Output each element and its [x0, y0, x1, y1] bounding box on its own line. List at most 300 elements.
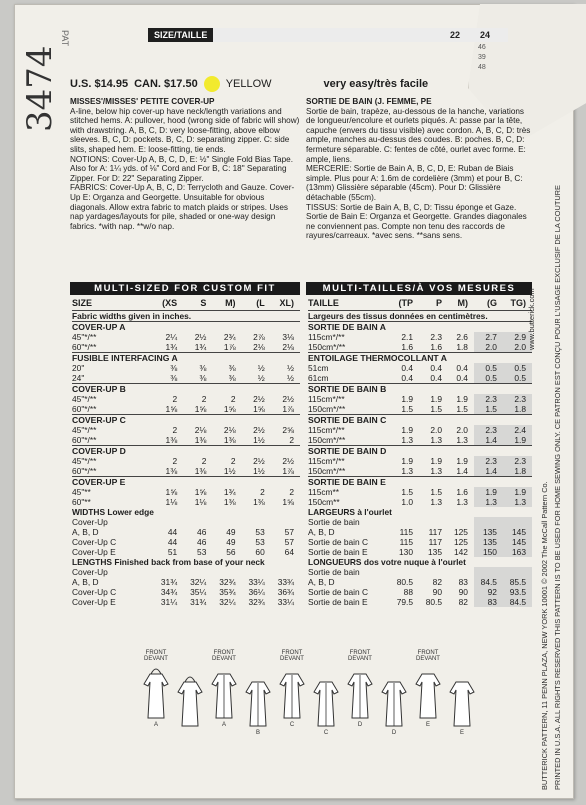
table-row: [308, 487, 532, 497]
chart-value-cell: 1.5: [401, 403, 413, 414]
chart-section-title: COVER-UP D: [72, 445, 300, 456]
chart-value-cell: 0.4: [430, 362, 442, 373]
chart-value-cell: 1⅝: [223, 403, 236, 414]
chart-value-cell: 1.5: [456, 403, 468, 414]
chart-value-cell: 1.9: [474, 487, 503, 497]
table-row: [308, 404, 532, 415]
chart-value-cell: 56: [226, 546, 236, 557]
table-row: [308, 321, 532, 332]
chart-value-cell: 1⅜: [223, 434, 236, 445]
table-row: [72, 487, 300, 497]
chart-value-cell: ⅜: [170, 362, 178, 373]
chart-row-label: A, B, D: [308, 576, 335, 587]
french-description-block: [306, 97, 532, 241]
chart-subsection-title: LONGUEURS dos votre nuque à l'ourlet: [308, 556, 466, 567]
chart-value-cell: 163: [503, 547, 532, 557]
chart-value-cell: 1.5: [430, 486, 442, 497]
english-title: MISSES'/MISSES' PETITE COVER-UP: [70, 97, 215, 106]
chart-value-cell: 83: [474, 597, 503, 607]
chart-value-cell: 2: [289, 434, 294, 445]
chart-value-cell: 130: [399, 546, 413, 557]
chart-value-cell: [242, 567, 271, 577]
chart-value-cell: ½: [287, 362, 294, 373]
chart-value-cell: 1.3: [401, 465, 413, 476]
view-letter: E: [459, 730, 464, 736]
view-drawing: [174, 670, 206, 730]
pat-label: PAT: [60, 30, 70, 47]
difficulty-label: very easy/très facile: [323, 78, 429, 90]
garment-sketch-icon: [242, 672, 274, 730]
chart-value-cell: 1.9: [401, 455, 413, 466]
chart-value-cell: [271, 567, 300, 577]
view-label: FRONT DEVANT: [280, 650, 304, 662]
chart-value-cell: 2⅛: [253, 341, 265, 352]
size-label: SIZE/TAILLE: [148, 28, 213, 42]
chart-value-cell: 115: [399, 536, 413, 547]
table-row: [308, 587, 532, 597]
chart-value-cell: [419, 567, 448, 577]
chart-value-cell: 1.9: [430, 393, 442, 404]
chart-value-cell: ½: [287, 372, 294, 383]
chart-value-cell: 53: [255, 536, 265, 547]
chart-value-cell: 1.9: [503, 487, 532, 497]
chart-value-cell: 1⅞: [282, 465, 294, 476]
chart-value-cell: ⅜: [199, 372, 207, 383]
chart-row-label: Sortie de bain E: [308, 596, 368, 607]
chart-value-cell: 2⅞: [253, 331, 265, 342]
chart-row-label: A, B, D: [72, 526, 99, 537]
chart-value-cell: 1⅝: [282, 496, 294, 507]
chart-value-cell: 1.6: [430, 341, 442, 352]
chart-value-cell: 2.6: [456, 331, 468, 342]
table-row: [72, 435, 300, 446]
chart-value-cell: 32¾: [248, 596, 265, 607]
price-line: [70, 76, 428, 92]
table-row: [308, 507, 532, 517]
chart-value-cell: 88: [403, 586, 413, 597]
view-drawing: [310, 670, 342, 736]
chart-value-cell: 35¼: [190, 586, 207, 597]
english-notions: NOTIONS: Cover-Up A, B, C, D, E: ½" Single Fold Bias Tape. Also for A: 1¼ yds. of ⅛" Cord and For B, C: 18" Separating Zipper. For D: 22" Separating Zipper.: [70, 154, 293, 183]
table-row: [72, 527, 300, 537]
chart-value-cell: 1⅜: [165, 434, 178, 445]
chart-header-cell: SIZE: [72, 297, 154, 310]
chart-section-title: SORTIE DE BAIN E: [308, 476, 532, 487]
chart-value-cell: 1⅜: [194, 465, 207, 476]
chart-value-cell: 32¼: [190, 576, 207, 587]
chart-value-cell: 117: [428, 536, 442, 547]
garment-sketch-icon: [344, 664, 376, 722]
chart-value-cell: 44: [167, 536, 178, 547]
chart-row-label: 115cm*/**: [308, 393, 345, 404]
chart-value-cell: ⅜: [228, 372, 236, 383]
chart-section-title: ENTOILAGE THERMOCOLLANT A: [308, 352, 532, 363]
view-drawing: [242, 670, 274, 736]
chart-value-cell: 2⅛: [194, 424, 207, 435]
chart-value-cell: 2.7: [474, 332, 503, 342]
table-row: [308, 425, 532, 435]
table-row: [72, 404, 300, 415]
view-label: FRONT DEVANT: [416, 650, 440, 662]
view-letter: E: [425, 722, 430, 728]
chart-row-label: 150cm*/**: [308, 341, 346, 352]
chart-row-label: 45"**: [72, 486, 91, 497]
chart-value-cell: 51: [167, 546, 178, 557]
chart-section-title: SORTIE DE BAIN B: [308, 383, 532, 394]
chart-row-label: Cover-Up E: [72, 546, 116, 557]
view-drawing: [208, 650, 240, 728]
chart-value-cell: [390, 517, 419, 527]
english-yardage-chart: [72, 297, 300, 607]
chart-value-cell: 1.0: [401, 496, 413, 507]
chart-value-cell: 82: [432, 576, 442, 587]
french-title: SORTIE DE BAIN (J. FEMME, PE: [306, 97, 432, 106]
table-row: [308, 466, 532, 477]
chart-value-cell: [503, 567, 532, 577]
french-chart-band: MULTI-TAILLES/À VOS MESURES: [306, 282, 532, 295]
chart-row-label: 45"*/**: [72, 393, 97, 404]
chart-value-cell: 92: [474, 587, 503, 597]
view-letter: D: [391, 730, 397, 736]
chart-row-label: Sortie de bain: [308, 516, 360, 527]
chart-value-cell: 1.3: [430, 434, 442, 445]
table-row: [308, 497, 532, 507]
english-chart-band: MULTI-SIZED FOR CUSTOM FIT: [70, 282, 300, 295]
chart-value-cell: 33¼: [248, 576, 265, 587]
color-label: YELLOW: [225, 78, 272, 90]
chart-row-label: 60"*/**: [72, 465, 97, 476]
chart-value-cell: 1.3: [456, 496, 468, 507]
chart-value-cell: 1½: [253, 465, 265, 476]
chart-value-cell: 1.3: [430, 496, 442, 507]
chart-value-cell: 1.4: [456, 465, 468, 476]
chart-row-label: 24": [72, 372, 85, 383]
table-row: [72, 507, 300, 517]
table-row: [72, 445, 300, 456]
view-label: FRONT DEVANT: [348, 650, 372, 662]
chart-value-cell: 33¾: [277, 576, 294, 587]
chart-row-label: A, B, D: [308, 526, 335, 537]
table-row: [72, 557, 300, 567]
table-row: [72, 383, 300, 394]
chart-value-cell: 36¼: [248, 586, 265, 597]
chart-value-cell: 57: [284, 536, 294, 547]
chart-value-cell: 2.0: [430, 424, 442, 435]
table-row: [72, 567, 300, 577]
chart-value-cell: 2: [172, 424, 178, 435]
chart-value-cell: 1⅜: [194, 434, 207, 445]
table-row: [72, 577, 300, 587]
chart-value-cell: 46: [197, 536, 207, 547]
chart-value-cell: 84.5: [474, 577, 503, 587]
chart-value-cell: 2.3: [430, 331, 442, 342]
chart-value-cell: 1.5: [401, 486, 413, 497]
chart-value-cell: 0.4: [401, 372, 413, 383]
chart-value-cell: 1.3: [401, 434, 413, 445]
chart-value-cell: [212, 567, 241, 577]
chart-row-label: Cover-Up E: [72, 596, 116, 607]
chart-row-label: 115cm*/**: [308, 424, 345, 435]
chart-value-cell: 1¾: [194, 341, 207, 352]
table-row: [72, 414, 300, 425]
chart-value-cell: 1.3: [503, 497, 532, 507]
table-row: [308, 567, 532, 577]
pattern-number-vertical: 3474: [20, 45, 60, 132]
chart-header-cell: M): [448, 297, 474, 310]
table-row: [72, 425, 300, 435]
chart-value-cell: 1.5: [430, 403, 442, 414]
french-yardage-chart: [308, 297, 532, 607]
chart-value-cell: 31¾: [190, 596, 207, 607]
chart-value-cell: 145: [503, 537, 532, 547]
chart-header-cell: P: [419, 297, 448, 310]
chart-row-label: Cover-Up: [72, 566, 108, 577]
chart-row-label: 150cm*/**: [308, 465, 346, 476]
chart-value-cell: 83: [458, 576, 468, 587]
chart-value-cell: 1.8: [503, 466, 532, 477]
view-drawing: [140, 650, 172, 728]
table-row: [308, 352, 532, 363]
chart-value-cell: [503, 517, 532, 527]
table-row: [72, 394, 300, 404]
chart-value-cell: 1.3: [430, 465, 442, 476]
chart-value-cell: 82: [458, 596, 468, 607]
view-letter: A: [221, 722, 226, 728]
chart-value-cell: 0.5: [503, 363, 532, 373]
chart-value-cell: 46: [197, 526, 207, 537]
chart-section-title: COVER-UP B: [72, 383, 300, 394]
view-label: FRONT DEVANT: [144, 650, 168, 662]
chart-value-cell: 2.0: [456, 424, 468, 435]
chart-value-cell: [448, 567, 474, 577]
table-row: [72, 597, 300, 607]
chart-value-cell: 2: [172, 393, 178, 404]
chart-value-cell: 2¼: [165, 331, 178, 342]
chart-value-cell: 2⅛: [223, 424, 236, 435]
chart-value-cell: 1.9: [503, 435, 532, 446]
chart-row-label: Cover-Up: [72, 516, 108, 527]
chart-value-cell: 90: [458, 586, 468, 597]
table-row: [72, 547, 300, 557]
chart-row-label: 60"*/**: [72, 403, 97, 414]
chart-row-label: A, B, D: [72, 576, 99, 587]
chart-section-title: SORTIE DE BAIN A: [308, 321, 532, 332]
yellow-dot-icon: [204, 76, 220, 92]
chart-value-cell: 31¼: [160, 596, 178, 607]
chart-value-cell: 1.6: [456, 486, 468, 497]
chart-value-cell: 93.5: [503, 587, 532, 597]
chart-value-cell: ½: [257, 372, 265, 383]
chart-header-cell: (XS: [154, 297, 183, 310]
view-drawing: [276, 650, 308, 728]
chart-section-title: COVER-UP E: [72, 476, 300, 487]
chart-value-cell: 2.3: [474, 456, 503, 466]
technical-drawings: [140, 650, 480, 780]
chart-value-cell: 1⅞: [223, 341, 236, 352]
view-drawing: [412, 650, 444, 728]
chart-value-cell: 1¾: [223, 486, 236, 497]
chart-section-title: COVER-UP A: [72, 321, 300, 332]
table-row: [72, 517, 300, 527]
chart-value-cell: [242, 517, 271, 527]
garment-sketch-icon: [276, 664, 308, 722]
chart-value-cell: 36¾: [277, 586, 294, 597]
french-description: Sortie de bain, trapèze, au-dessous de la hanche, variations de longueur/encolure et ourlets piqués. A: passe par la tête, capuche (envers du tissu visible) avec cordon. A, B, C, D: très ample, manches au-dessus des coudes. B: poches. B, C, D: fermeture séparable. C: fentes de côté, ourlet avec forme. E: ample, liens.: [306, 106, 531, 164]
chart-value-cell: ½: [257, 362, 265, 373]
chart-value-cell: 1.3: [474, 497, 503, 507]
chart-value-cell: 1⅛: [194, 496, 207, 507]
chart-value-cell: 1.6: [401, 341, 413, 352]
chart-value-cell: [154, 517, 183, 527]
view-drawing: [446, 670, 478, 736]
chart-value-cell: 1.9: [456, 393, 468, 404]
chart-value-cell: 135: [428, 546, 442, 557]
english-description: A-line, below hip cover-up have neck/length variations and stitched hems. A: pullover, hood (wrong side of fabric will show) with drawstring. A, B, C, D: very loose-fitting, above elbow sleeves. B, C, D: pockets. B, C, D: separating zipper. C: side slits, shaped hem. E: loose-fitting, tie ends.: [70, 106, 300, 154]
chart-header-cell: (L: [242, 297, 271, 310]
chart-value-cell: 1.3: [456, 434, 468, 445]
chart-value-cell: 2: [201, 393, 207, 404]
chart-value-cell: 2⅛: [282, 341, 294, 352]
price-us: U.S. $14.95: [70, 78, 129, 90]
chart-subsection-title: LARGEURS à l'ourlet: [308, 506, 392, 517]
table-row: [308, 445, 532, 456]
chart-header-cell: (TP: [390, 297, 419, 310]
table-row: [72, 352, 300, 363]
chart-note: Largeurs des tissus données en centimètres.: [308, 310, 488, 321]
size-22: 22: [450, 30, 461, 40]
chart-value-cell: 0.5: [503, 373, 532, 384]
chart-value-cell: 125: [453, 526, 468, 537]
table-row: [72, 321, 300, 332]
chart-header-cell: XL): [271, 297, 300, 310]
table-row: [308, 373, 532, 384]
chart-value-cell: 1⅝: [253, 403, 265, 414]
chart-value-cell: 2½: [253, 393, 265, 404]
chart-row-label: Sortie de bain: [308, 566, 360, 577]
chart-value-cell: 2: [172, 455, 178, 466]
view-drawing: [378, 670, 410, 736]
chart-value-cell: 1.4: [474, 435, 503, 446]
chart-row-label: 115cm*/**: [308, 331, 345, 342]
garment-sketch-icon: [140, 664, 172, 722]
chart-value-cell: 1.9: [401, 393, 413, 404]
french-tissus: TISSUS: Sortie de Bain A, B, C, D: Tissu éponge et Gaze. Sortie de Bain E: Organza et Georgette. Grandes diagonales ne conviennent pas. Compte non tenu des raccords de rayures/carreaux. *avec sens. **sans sens.: [306, 202, 527, 241]
table-row: [308, 547, 532, 557]
chart-value-cell: 53: [255, 526, 265, 537]
chart-value-cell: 1⅝: [165, 486, 178, 497]
english-description-block: [70, 97, 300, 231]
company-imprint: BUTTERICK PATTERN, 11 PENN PLAZA, NEW YORK 10001 © 2002 The McCall Pattern Co.: [540, 481, 549, 790]
chart-value-cell: 2½: [253, 424, 265, 435]
chart-row-label: 61cm: [308, 372, 329, 383]
chart-value-cell: 1.8: [503, 404, 532, 415]
chart-value-cell: [419, 517, 448, 527]
chart-header-cell: M): [212, 297, 241, 310]
chart-value-cell: 44: [167, 526, 178, 537]
table-row: [308, 476, 532, 487]
chart-row-label: 150cm**: [308, 496, 340, 507]
table-row: [72, 363, 300, 373]
chart-row-label: 60"**: [72, 496, 91, 507]
chart-value-cell: 32¾: [219, 576, 236, 587]
view-drawing: [344, 650, 376, 728]
table-row: [308, 577, 532, 587]
garment-sketch-icon: [208, 664, 240, 722]
table-row: [308, 527, 532, 537]
chart-value-cell: 2½: [194, 331, 207, 342]
chart-value-cell: 0.4: [456, 362, 468, 373]
table-row: [308, 394, 532, 404]
size-strip: [148, 28, 508, 42]
table-row: [308, 557, 532, 567]
price-can: CAN. $17.50: [134, 78, 198, 90]
chart-value-cell: [390, 567, 419, 577]
chart-value-cell: [271, 517, 300, 527]
view-letter: B: [255, 730, 260, 736]
chart-value-cell: 2½: [282, 455, 294, 466]
table-row: [308, 435, 532, 446]
chart-value-cell: 1.9: [401, 424, 413, 435]
chart-subsection-title: WIDTHS Lower edge: [72, 506, 154, 517]
chart-row-label: 45"*/**: [72, 331, 97, 342]
chart-value-cell: 1⅝: [165, 403, 178, 414]
chart-value-cell: 1½: [223, 465, 236, 476]
table-row: [72, 342, 300, 353]
view-letter: C: [289, 722, 295, 728]
table-row: [308, 414, 532, 425]
chart-row-label: Cover-Up C: [72, 536, 117, 547]
chart-header-cell: TG): [503, 297, 532, 310]
table-row: [72, 476, 300, 487]
chart-value-cell: 0.4: [456, 372, 468, 383]
chart-value-cell: 2: [230, 455, 236, 466]
chart-row-label: Cover-Up C: [72, 586, 117, 597]
chart-value-cell: 80.5: [396, 576, 413, 587]
chart-row-label: 51cm: [308, 362, 329, 373]
chart-value-cell: 64: [284, 546, 294, 557]
table-row: [72, 332, 300, 342]
garment-sketch-icon: [174, 672, 206, 730]
chart-row-label: Sortie de bain C: [308, 586, 369, 597]
chart-row-label: 60"*/**: [72, 341, 97, 352]
chart-value-cell: 2: [260, 486, 265, 497]
chart-value-cell: [448, 517, 474, 527]
chart-value-cell: 2.3: [503, 456, 532, 466]
chart-value-cell: 145: [503, 527, 532, 537]
table-row: [72, 373, 300, 384]
chart-value-cell: 84.5: [503, 597, 532, 607]
chart-value-cell: 125: [453, 536, 468, 547]
chart-value-cell: 135: [474, 537, 503, 547]
chart-value-cell: 32¼: [219, 596, 236, 607]
chart-value-cell: 2½: [282, 393, 294, 404]
chart-section-title: SORTIE DE BAIN C: [308, 414, 532, 425]
table-row: [308, 363, 532, 373]
size-24: 24: [480, 30, 491, 40]
chart-value-cell: 60: [255, 546, 265, 557]
chart-value-cell: 150: [474, 547, 503, 557]
chart-value-cell: 117: [428, 526, 442, 537]
chart-header-cell: S: [183, 297, 212, 310]
chart-row-label: 60"*/**: [72, 434, 97, 445]
chart-row-label: Sortie de bain E: [308, 546, 368, 557]
table-row: [308, 332, 532, 342]
chart-value-cell: 2½: [253, 455, 265, 466]
chart-value-cell: 142: [453, 546, 468, 557]
chart-value-cell: 115: [399, 526, 413, 537]
chart-value-cell: 0.4: [430, 372, 442, 383]
chart-value-cell: 33¼: [277, 596, 294, 607]
